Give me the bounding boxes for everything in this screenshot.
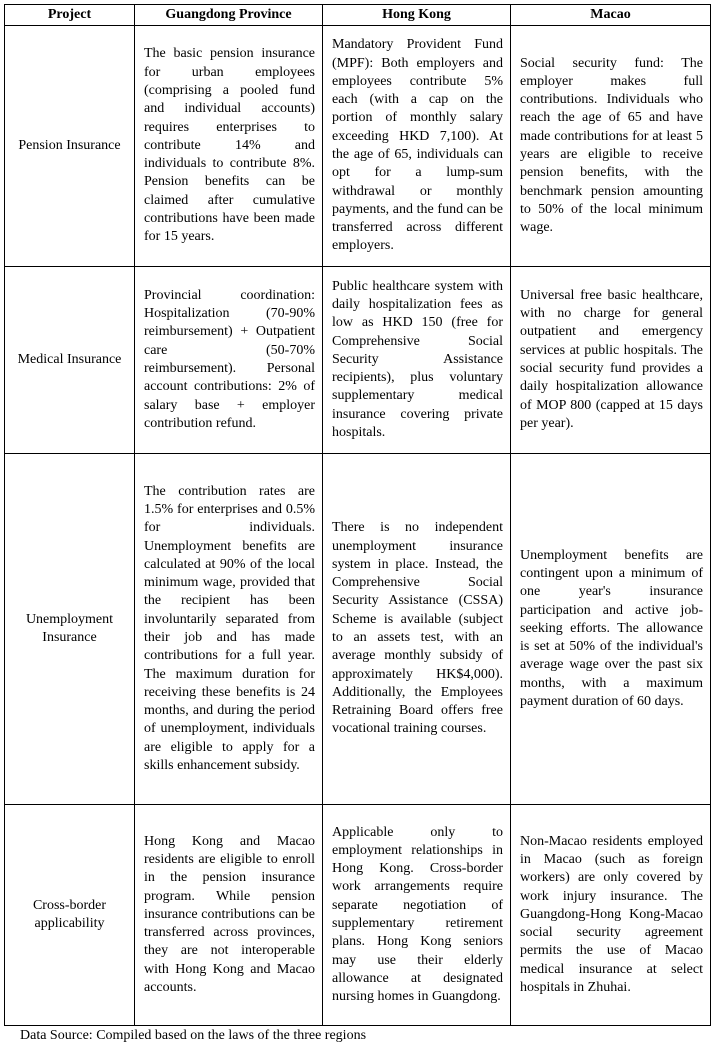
header-macao: Macao bbox=[511, 5, 711, 26]
row-project: Cross-border applicability bbox=[5, 805, 135, 1026]
cell-macao bbox=[511, 26, 711, 267]
row-project: Pension Insurance bbox=[5, 26, 135, 267]
cell-hongkong bbox=[323, 267, 511, 454]
cell-hongkong bbox=[323, 454, 511, 805]
table-row bbox=[5, 454, 711, 805]
cell-text: Universal free basic healthcare, with no charge for general outpatient and emergency services at public hospitals. The social security fund provides a daily hospitalization allowance of MOP 800 (capped at 15 days per year). bbox=[520, 287, 703, 431]
cell-text: Social security fund: The employer makes full contributions. Individuals who reach the age of 65 and have made contributions for at least 5 years are eligible to receive pension benefits, with the benchmark pension amounting to 50% of the local minimum wage. bbox=[520, 55, 703, 236]
cell-text: There is no independent unemployment insurance system in place. Instead, the Comprehensive Social Security Assistance (CSSA) Scheme is available (subject to an assets test, with an average monthly subsidy of approximately HK$4,000). Additionally, the Employees Retraining Board offers free vocational training courses. bbox=[332, 520, 503, 737]
cell-macao bbox=[511, 454, 711, 805]
cell-text: The contribution rates are 1.5% for enterprises and 0.5% for individuals. Unemployment benefits are calculated at 90% of the local minimum wage, provided that the recipient has been involuntarily separated from their job and has made contributions for a full year. The maximum duration for receiving these benefits is 24 months, and during the period of unemployment, individuals are eligible to apply for a skills enhancement subsidy. bbox=[144, 483, 315, 774]
cell-text: Unemployment benefits are contingent upon a minimum of one year's insurance participation and active job-seeking efforts. The allowance is set at 50% of the individual's average wage over the past six months, with a maximum payment duration of 60 days. bbox=[520, 547, 703, 710]
cell-text: Provincial coordination: Hospitalization (70-90% reimbursement) + Outpatient care (50-70% reimbursement). Personal account contributions: 2% of salary base + employer contribution refund. bbox=[144, 287, 315, 431]
table-row bbox=[5, 805, 711, 1026]
header-project: Project bbox=[5, 5, 135, 26]
table-row bbox=[5, 26, 711, 267]
cell-guangdong bbox=[135, 805, 323, 1026]
cell-text: Hong Kong and Macao residents are eligible to enroll in the pension insurance program. While pension insurance contributions can be transferred across provinces, they are not interoperable with Hong Kong and Macao accounts. bbox=[144, 833, 315, 996]
cell-guangdong bbox=[135, 26, 323, 267]
cell-guangdong bbox=[135, 454, 323, 805]
cell-text: Public healthcare system with daily hospitalization fees as low as HKD 150 (free for Comprehensive Social Security Assistance recipients), plus voluntary supplementary medical insurance covering private hospitals. bbox=[332, 278, 503, 441]
cell-text: The basic pension insurance for urban employees (comprising a pooled fund and individual accounts) requires enterprises to contribute 14% and individuals to contribute 8%. Pension benefits can be claimed after cumulative contributions have been made for 15 years. bbox=[144, 46, 315, 245]
row-project: Unemployment Insurance bbox=[5, 454, 135, 805]
cell-text: Applicable only to employment relationships in Hong Kong. Cross-border work arrangements require separate negotiation of supplementary retirement plans. Hong Kong seniors may use their elderly allowance at designated nursing homes in Guangdong. bbox=[332, 824, 503, 1005]
header-guangdong: Guangdong Province bbox=[135, 5, 323, 26]
data-source-note: Data Source: Compiled based on the laws of the three regions bbox=[20, 1028, 367, 1043]
header-hongkong: Hong Kong bbox=[323, 5, 511, 26]
header-row bbox=[5, 5, 711, 26]
cell-macao bbox=[511, 805, 711, 1026]
row-project: Medical Insurance bbox=[5, 267, 135, 454]
cell-hongkong bbox=[323, 26, 511, 267]
cell-text: Non-Macao residents employed in Macao (such as foreign workers) are only covered by work injury insurance. The Guangdong-Hong Kong-Macao social security agreement permits the use of Macao medical insurance at select hospitals in Zhuhai. bbox=[520, 833, 703, 996]
cell-macao bbox=[511, 267, 711, 454]
comparison-table bbox=[4, 4, 711, 1026]
table-row bbox=[5, 267, 711, 454]
cell-hongkong bbox=[323, 805, 511, 1026]
cell-text: Mandatory Provident Fund (MPF): Both employers and employees contribute 5% each (with a cap on the portion of monthly salary exceeding HKD 7,100). At the age of 65, individuals can opt for a lump-sum withdrawal or monthly payments, and the fund can be transferred across different employers. bbox=[332, 37, 503, 254]
cell-guangdong bbox=[135, 267, 323, 454]
